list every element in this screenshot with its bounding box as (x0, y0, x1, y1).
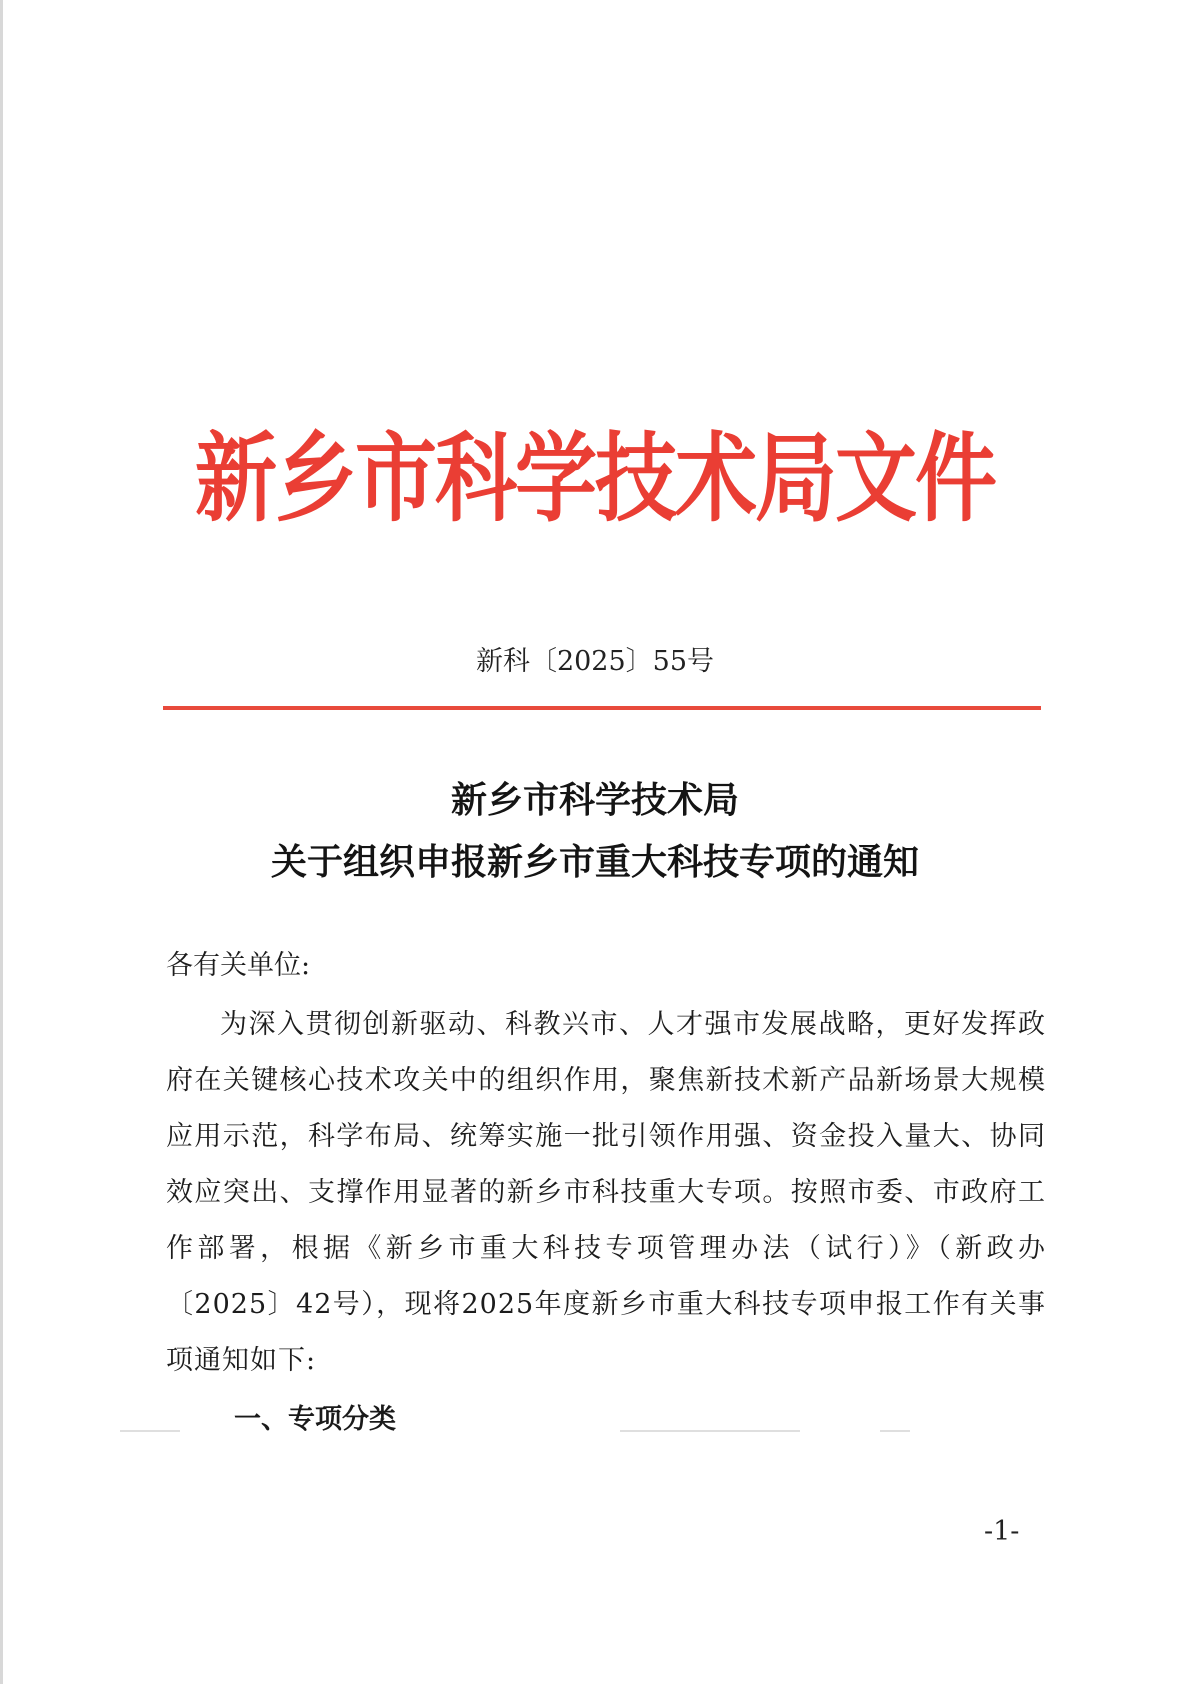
scan-artifact (620, 1430, 800, 1432)
red-divider-line (163, 706, 1041, 710)
section-heading-1: 一、专项分类 (234, 1404, 396, 1435)
scan-artifact (880, 1430, 910, 1432)
document-number: 新科〔2025〕55号 (475, 646, 715, 677)
document-masthead: 新乡市科学技术局文件 (194, 423, 995, 536)
title-line-2: 关于组织申报新乡市重大科技专项的通知 (270, 841, 919, 883)
salutation: 各有关单位: (166, 950, 311, 981)
title-line-1: 新乡市科学技术局 (450, 779, 739, 821)
page-number: -1- (984, 1516, 1020, 1547)
scan-artifact (120, 1430, 180, 1432)
body-paragraph-1: 为深入贯彻创新驱动、科教兴市、人才强市发展战略，更好发挥政府在关键核心技术攻关中的组织作用，聚焦新技术新产品新场景大规模应用示范，科学布局、统筹实施一批引领作用强、资金投入量大、协同效应突出、支撑作用显著的新乡市科技重大专项。按照市委、市政府工作部署，根据《新乡市重大科技专项管理办法（试行）》（新政办〔2025〕42号），现将2025年度新乡市重大科技专项申报工作有关事项通知如下: (166, 1009, 1046, 1376)
